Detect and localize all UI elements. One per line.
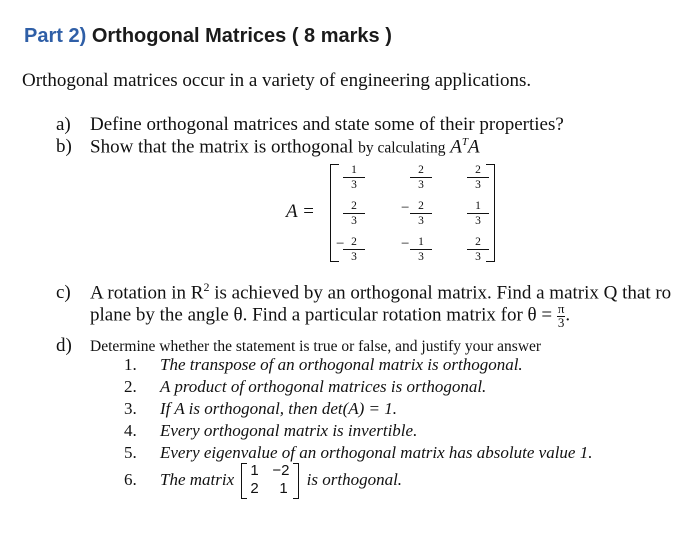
question-c-line1: [56, 280, 700, 304]
statement-3-text: If A is orthogonal, then det(A) = 1.: [160, 399, 398, 418]
statement-2: [124, 377, 486, 397]
question-c-text1b: is achieved by an orthogonal matrix. Find a matrix Q that ro: [209, 282, 672, 304]
question-d-text: Determine whether the statement is true or false, and justify your answer: [90, 338, 542, 355]
cell-r2c1: [343, 200, 365, 227]
question-c-label: c): [56, 282, 71, 304]
cell-r3c2: [410, 236, 432, 263]
statement-4-text: Every orthogonal matrix is invertible.: [160, 421, 418, 440]
question-c-text1: A rotation in R: [90, 282, 204, 304]
m21: 2: [250, 480, 259, 497]
small-matrix-right-bracket: [293, 463, 299, 499]
sign-r3c2: −: [401, 236, 410, 252]
question-c-sup: 2: [203, 280, 210, 294]
cell-r3c1-num: 2: [343, 236, 365, 250]
statement-4-num: 4.: [124, 421, 137, 440]
pi-den: 3: [557, 315, 565, 330]
cell-r1c1-num: 1: [343, 164, 365, 178]
title-text: Orthogonal Matrices ( 8 marks ): [91, 25, 392, 47]
intro-text: Orthogonal matrices occur in a variety of engineering applications.: [22, 70, 532, 91]
cell-r3c2-den: 3: [418, 251, 424, 263]
cell-r3c1-den: 3: [351, 251, 357, 263]
cell-r2c2-den: 3: [418, 215, 424, 227]
page-title: [24, 25, 392, 48]
statement-3-num: 3.: [124, 399, 137, 418]
matrix-A: [330, 160, 495, 264]
pi-num: π: [557, 301, 565, 316]
question-c-end: .: [565, 304, 571, 326]
m12: −2: [272, 462, 290, 479]
statement-5: [124, 443, 592, 463]
question-b-math: A: [450, 136, 462, 158]
cell-r2c1-num: 2: [343, 200, 365, 214]
cell-r1c3: [467, 164, 489, 191]
statement-3: [124, 399, 397, 419]
cell-r1c3-den: 3: [475, 179, 481, 191]
part-label: Part 2): [24, 25, 87, 47]
statement-6-matrix: [241, 462, 299, 500]
cell-r2c2: [410, 200, 432, 227]
small-matrix-left-bracket: [241, 463, 247, 499]
question-c-text2: plane by the angle θ. Find a particular rotation matrix for θ =: [90, 304, 553, 326]
cell-r3c2-num: 1: [410, 236, 432, 250]
sign-r2c2: −: [401, 200, 410, 216]
question-d-label: d): [56, 335, 72, 356]
statement-1: [124, 355, 523, 375]
question-a-label: a): [56, 114, 71, 135]
question-a-text: Define orthogonal matrices and state some of their properties?: [90, 114, 564, 135]
cell-r1c1: [343, 164, 365, 191]
cell-r1c1-den: 3: [351, 179, 357, 191]
question-b-small: by calculating: [358, 139, 446, 157]
question-d: [56, 335, 541, 357]
statement-1-text: The transpose of an orthogonal matrix is orthogonal.: [160, 355, 523, 374]
cell-r3c3-den: 3: [475, 251, 481, 263]
statement-6: [124, 462, 402, 500]
cell-r2c1-den: 3: [351, 215, 357, 227]
question-b-label: b): [56, 136, 72, 158]
cell-r3c3: [467, 236, 489, 263]
statement-2-num: 2.: [124, 377, 137, 396]
statement-6-num: 6.: [124, 469, 137, 489]
question-c-line2: [90, 303, 570, 329]
question-b-sup: T: [461, 136, 468, 148]
cell-r2c3-num: 1: [467, 200, 489, 214]
cell-r1c3-num: 2: [467, 164, 489, 178]
statement-1-num: 1.: [124, 355, 137, 374]
cell-r3c1: [343, 236, 365, 263]
cell-r1c2-den: 3: [418, 179, 424, 191]
matrix-lhs: [286, 201, 315, 223]
cell-r2c2-num: 2: [410, 200, 432, 214]
question-b-text: Show that the matrix is orthogonal: [90, 136, 354, 158]
cell-r1c2-num: 2: [410, 164, 432, 178]
statement-2-text: A product of orthogonal matrices is orthogonal.: [160, 377, 487, 396]
matrix-lhs-text: A =: [286, 201, 315, 222]
question-b: [56, 136, 480, 158]
statement-6-pre: The matrix: [160, 469, 235, 489]
cell-r3c3-num: 2: [467, 236, 489, 250]
question-b-math2: A: [467, 136, 480, 158]
question-a: [56, 114, 564, 136]
statement-4: [124, 421, 417, 441]
cell-r2c3-den: 3: [475, 215, 481, 227]
statement-6-post: is orthogonal.: [306, 469, 403, 489]
statement-5-text: Every eigenvalue of an orthogonal matrix has absolute value 1.: [160, 443, 593, 462]
cell-r1c2: [410, 164, 432, 191]
cell-r2c3: [467, 200, 489, 227]
m11: 1: [250, 462, 259, 479]
m22: 1: [279, 480, 288, 497]
sign-r3c1: −: [336, 236, 345, 252]
statement-5-num: 5.: [124, 443, 137, 462]
